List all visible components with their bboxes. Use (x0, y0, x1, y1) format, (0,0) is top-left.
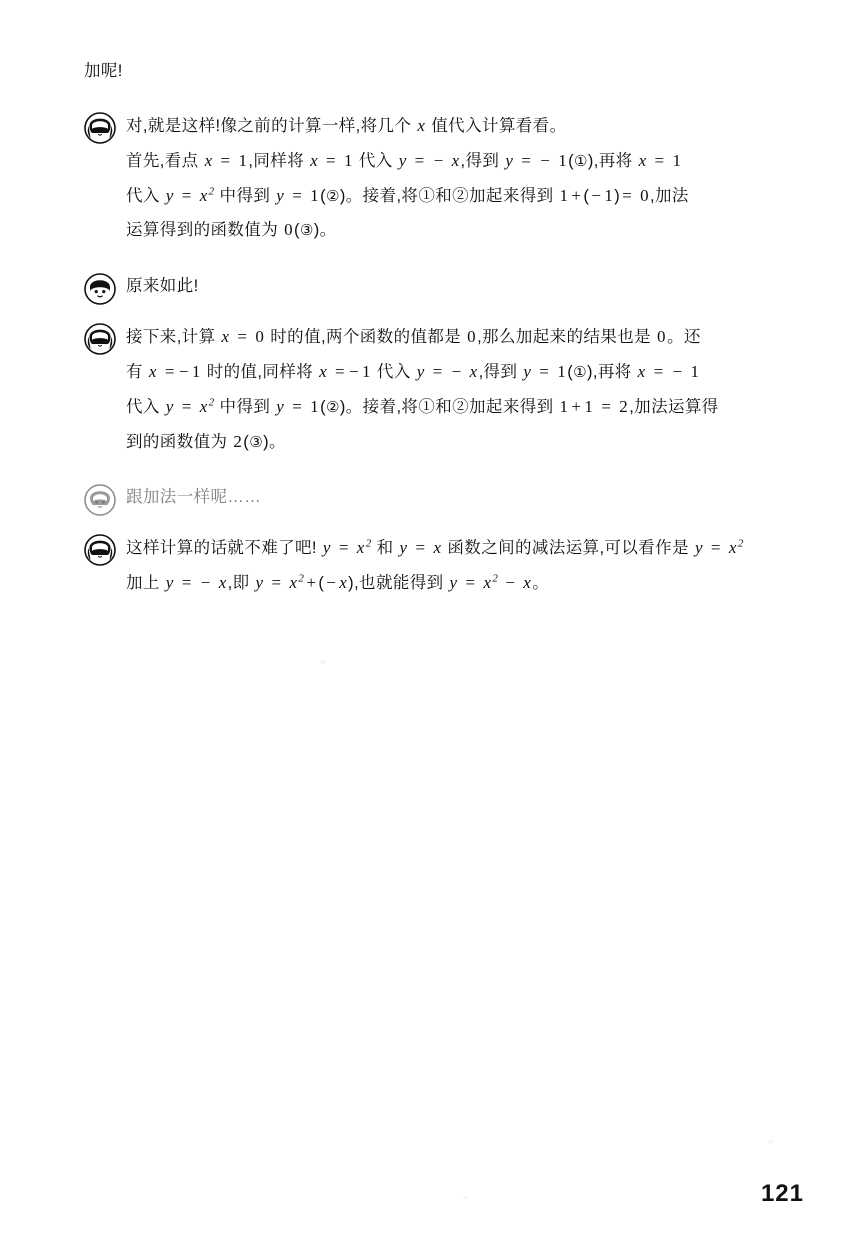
text-line: 这样计算的话就不难了吧! $y = x^2$ 和 y = x 函数之间的减法运算,可以看作是 $y = x^2$ (126, 537, 744, 558)
text-line: 运算得到的函数值为 0(③)。 (126, 220, 337, 240)
dialogue-block-teacher-3 (84, 531, 790, 601)
boy-avatar (84, 273, 116, 305)
girl-teacher-avatar (84, 323, 116, 355)
text-line: 代入 $y = x^2$ 中得到 y = 1(②)。接着,将①和②加起来得到 1 + ( − 1) = 0,加法 (126, 185, 689, 205)
page-smudge (320, 660, 326, 664)
dialogue-block-boy (84, 270, 790, 304)
text-line: 有 x = − 1 时的值,同样将 x = − 1 代入 y = − x,得到 y = 1(①),再将 x = − 1 (126, 361, 700, 381)
text-line: 原来如此! (126, 277, 199, 296)
text-line: 加上 y = − x,即 $y = x^2$ + ( − x),也就能得到 $y = x^2 - x$。 (126, 572, 550, 593)
girl-teacher-avatar (84, 112, 116, 144)
dialogue-block-student-gray (84, 481, 790, 515)
page-smudge (462, 1196, 469, 1199)
page-content (84, 55, 790, 615)
text-line: 代入 $y = x^2$ 中得到 y = 1(②)。接着,将①和②加起来得到 1 + 1 = 2,加法运算得 (126, 396, 719, 416)
page-smudge (768, 1140, 773, 1144)
text-line: 跟加法一样呢…… (126, 488, 262, 507)
student-gray-avatar (84, 484, 116, 516)
page-number: 121 (760, 1180, 804, 1207)
text-line: 首先,看点 x = 1,同样将 x = 1 代入 y = − x,得到 y = − 1(①),再将 x = 1 (126, 150, 682, 170)
text-line: 到的函数值为 2(③)。 (126, 431, 286, 451)
dialogue-block-teacher-2 (84, 320, 790, 459)
text-line: 对,就是这样!像之前的计算一样,将几个 x 值代入计算看看。 (126, 115, 567, 135)
text-line: 加呢! (84, 62, 123, 80)
girl-teacher-avatar (84, 534, 116, 566)
text-line: 接下来,计算 x = 0 时的值,两个函数的值都是 0,那么加起来的结果也是 0。还 (126, 327, 701, 346)
paragraph-continuation (84, 55, 790, 89)
dialogue-block-teacher-1 (84, 109, 790, 248)
